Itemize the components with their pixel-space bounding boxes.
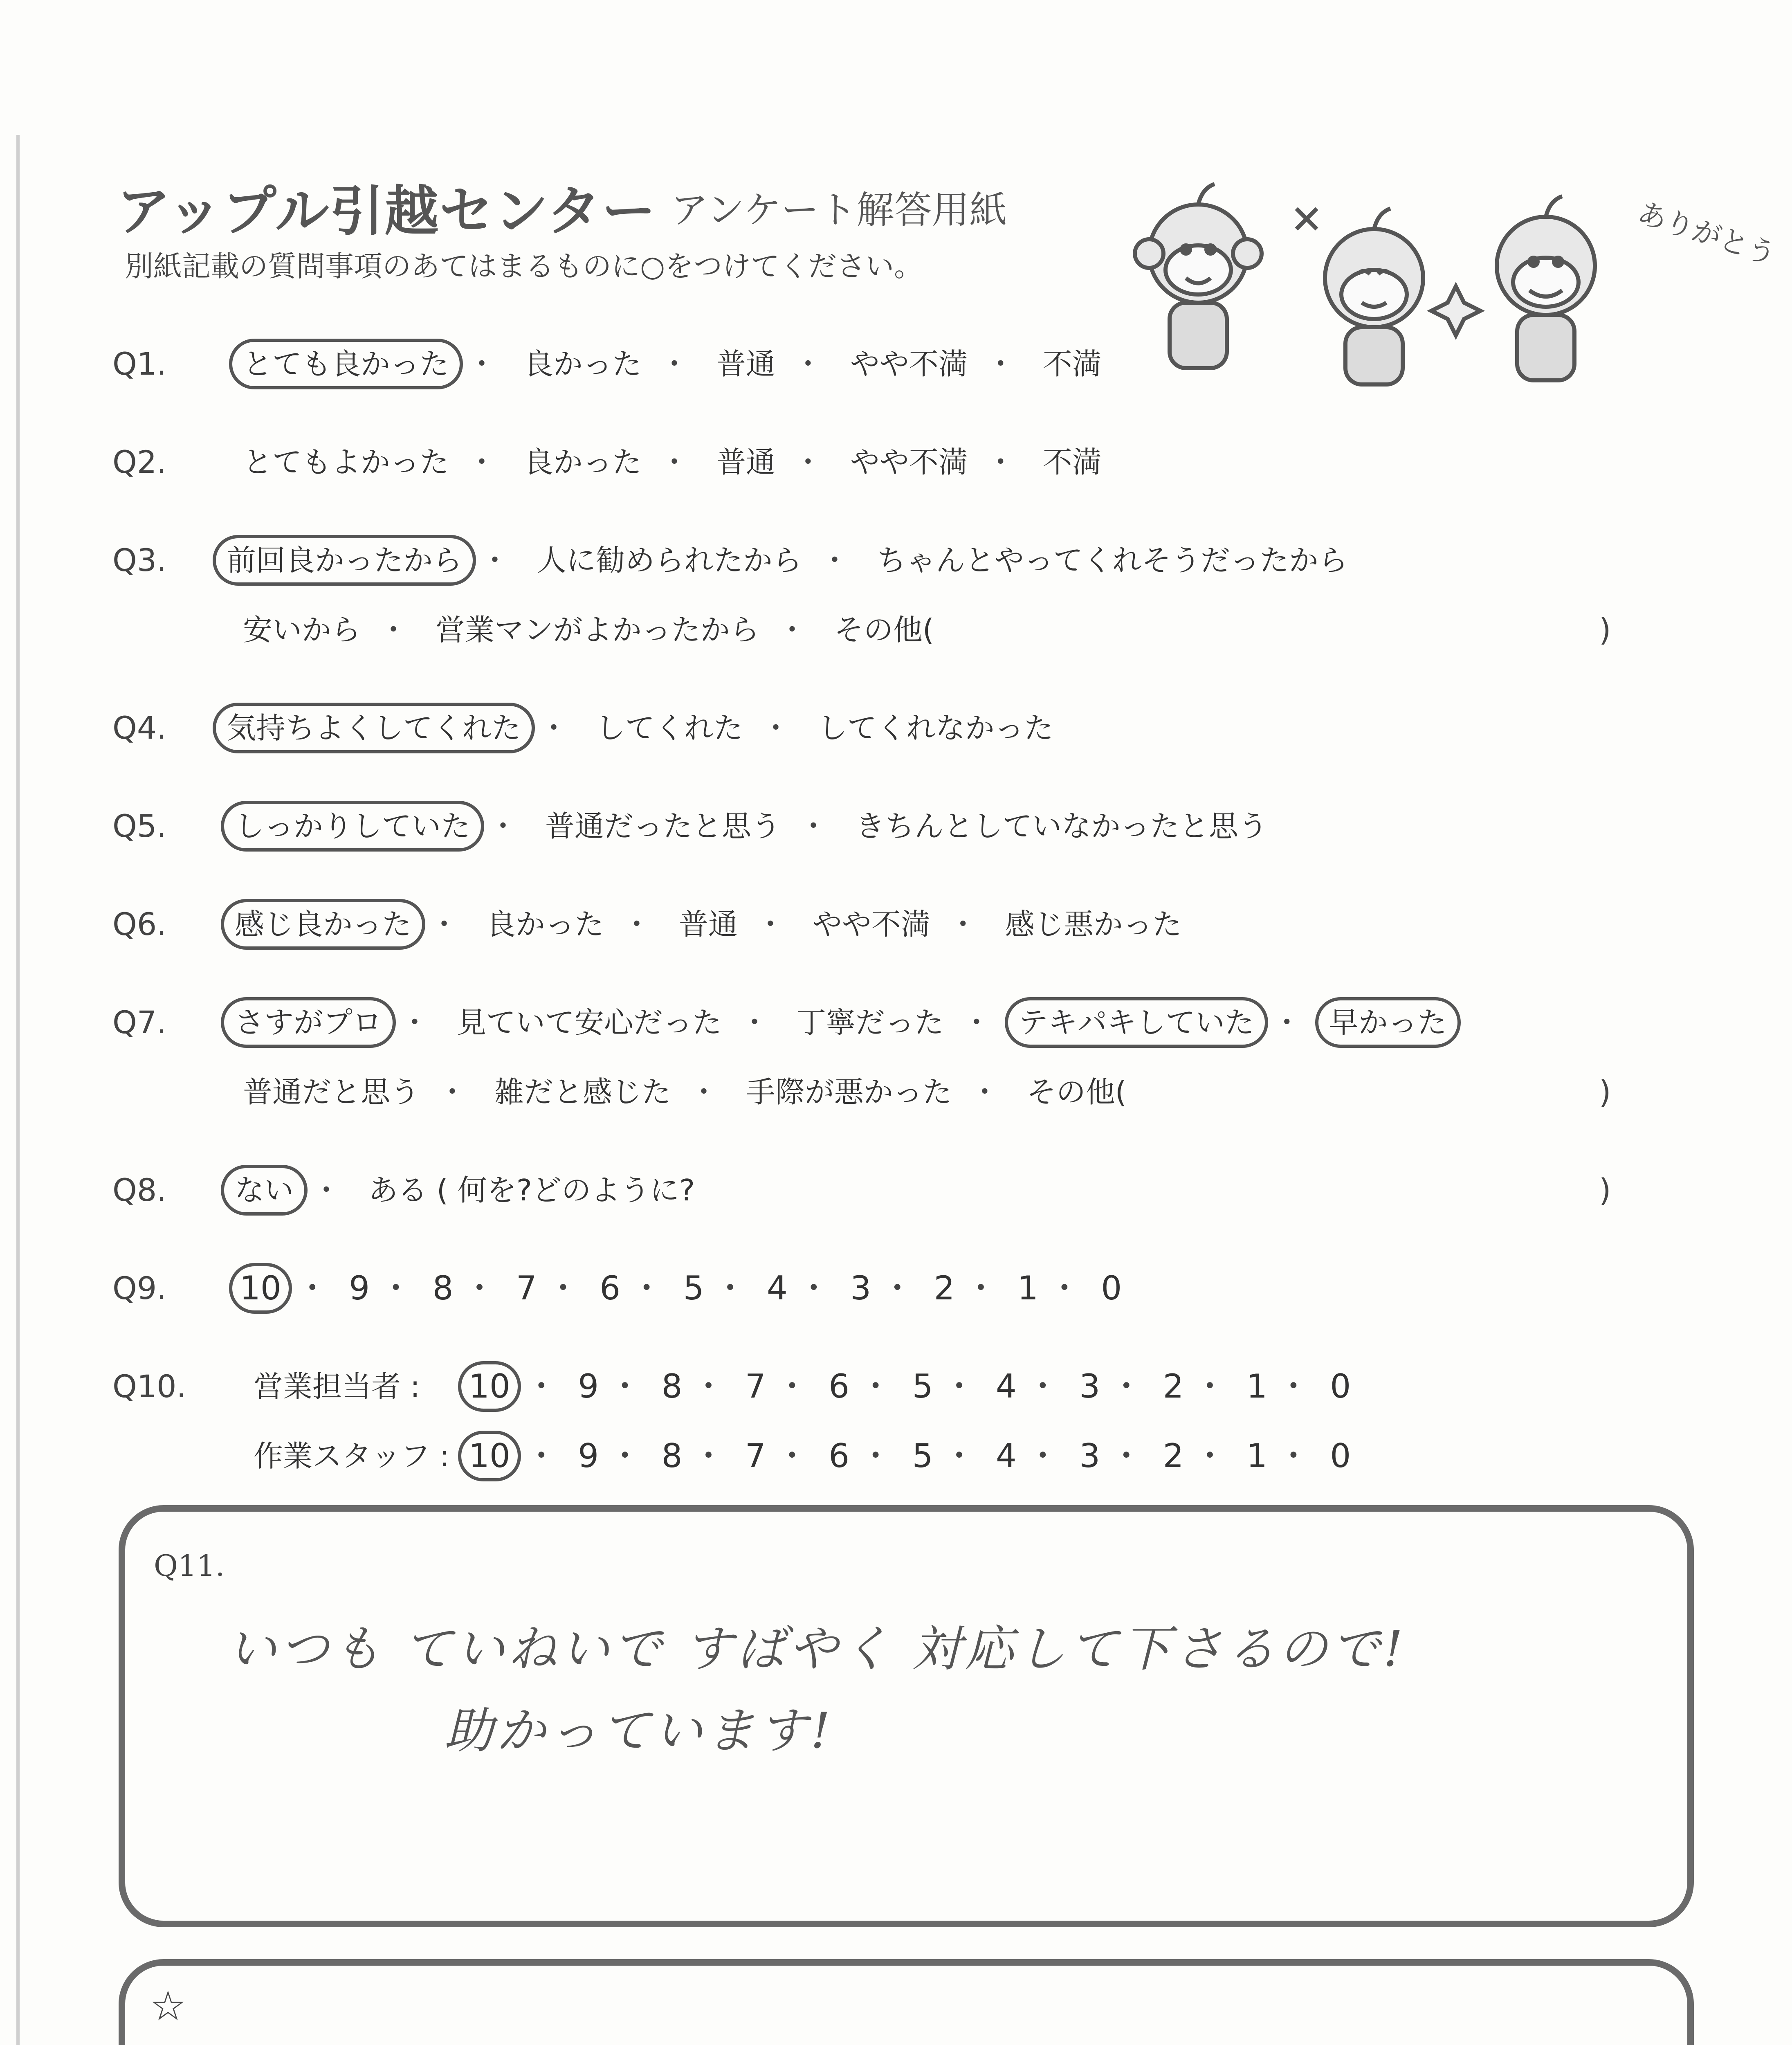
- question-7: [0, 1002, 1792, 1063]
- answer-options: 普通だと思う ・ 雑だと感じた ・ 手際が悪かった ・ その他(: [229, 1072, 1141, 1112]
- score-circled[interactable]: 10: [458, 1436, 521, 1476]
- score[interactable]: 7: [745, 1367, 766, 1405]
- company-title: アップル引越センター: [117, 180, 657, 243]
- score[interactable]: 5: [912, 1437, 933, 1475]
- sales-staff-label: 営業担当者 :: [254, 1369, 420, 1404]
- option-circled[interactable]: 前回良かったから: [213, 540, 476, 581]
- score[interactable]: 6: [600, 1269, 621, 1307]
- closing-paren: ): [1599, 1172, 1611, 1208]
- option[interactable]: 良かった: [523, 347, 642, 381]
- option[interactable]: 不満: [1042, 445, 1102, 479]
- score[interactable]: 2: [1163, 1367, 1184, 1405]
- score-options: 10 ・ 9 ・ 8 ・ 7 ・ 6 ・ 5 ・ 4 ・ 3 ・ 2 ・ 1 ・ 0: [458, 1436, 1356, 1476]
- question-6: [0, 904, 1792, 965]
- score-options: 10 ・ 9 ・ 8 ・ 7 ・ 6 ・ 5 ・ 4 ・ 3 ・ 2 ・ 1 ・ 0: [229, 1268, 1127, 1309]
- option[interactable]: とてもよかった: [243, 445, 449, 479]
- option-circled[interactable]: しっかりしていた: [221, 806, 484, 847]
- question-4: [0, 708, 1792, 769]
- star-icon: ☆: [150, 1982, 186, 2030]
- score[interactable]: 6: [829, 1437, 850, 1475]
- option[interactable]: 丁寧だった: [796, 1005, 944, 1040]
- option-circled[interactable]: 早かった: [1315, 1002, 1461, 1043]
- option[interactable]: 感じ悪かった: [1005, 907, 1182, 942]
- option[interactable]: 人に勧められたから: [537, 543, 802, 578]
- option[interactable]: 手際が悪かった: [746, 1075, 952, 1109]
- question-10-work: [0, 1436, 1792, 1497]
- score-circled[interactable]: 10: [229, 1268, 292, 1309]
- question-number: Q5.: [112, 808, 167, 844]
- option-circled[interactable]: ない: [221, 1170, 308, 1211]
- option[interactable]: ちゃんとやってくれそうだったから: [876, 543, 1348, 578]
- question-number: Q8.: [112, 1172, 167, 1208]
- question-7-line-2: [0, 1072, 1792, 1133]
- question-number: Q3.: [112, 542, 167, 578]
- option[interactable]: 普通: [716, 445, 775, 479]
- question-3: [0, 540, 1792, 601]
- extra-comment-box[interactable]: [119, 1959, 1694, 2045]
- question-2: [0, 442, 1792, 503]
- score[interactable]: 0: [1330, 1437, 1351, 1475]
- score[interactable]: 3: [850, 1269, 871, 1307]
- score[interactable]: 9: [349, 1269, 370, 1307]
- score[interactable]: 1: [1017, 1269, 1038, 1307]
- question-1: [0, 344, 1792, 405]
- option[interactable]: きちんとしていなかったと思う: [855, 809, 1268, 843]
- option[interactable]: 安いから: [243, 613, 361, 647]
- score[interactable]: 5: [683, 1269, 704, 1307]
- option[interactable]: やや不満: [850, 445, 968, 479]
- score[interactable]: 4: [995, 1367, 1017, 1405]
- score[interactable]: 8: [661, 1437, 683, 1475]
- option-other[interactable]: その他(: [834, 613, 934, 647]
- option[interactable]: 普通: [678, 907, 738, 942]
- score[interactable]: 2: [934, 1269, 955, 1307]
- question-9: [0, 1268, 1792, 1329]
- question-5: [0, 806, 1792, 867]
- extra-handwriting-line-1: [231, 2039, 1457, 2045]
- q11-label: Q11.: [154, 1548, 225, 1583]
- question-10-sales: [0, 1366, 1792, 1427]
- option-circled[interactable]: 気持ちよくしてくれた: [213, 708, 535, 748]
- instruction-text: 別紙記載の質問事項のあてはまるものに○をつけてください。: [125, 249, 923, 283]
- option[interactable]: やや不満: [812, 907, 930, 942]
- score[interactable]: 5: [912, 1367, 933, 1405]
- score[interactable]: 7: [745, 1437, 766, 1475]
- score[interactable]: 7: [516, 1269, 537, 1307]
- score[interactable]: 9: [578, 1437, 599, 1475]
- option[interactable]: 不満: [1042, 347, 1102, 381]
- q11-handwriting-line-1: いつも ていねいで すばやく 対応して下さるので!: [227, 1621, 1406, 1678]
- question-number: Q6.: [112, 906, 167, 942]
- closing-paren: ): [1599, 1074, 1611, 1110]
- score[interactable]: 4: [995, 1437, 1017, 1475]
- option[interactable]: してくれた: [595, 711, 743, 745]
- option[interactable]: ある ( 何を?どのように?: [368, 1173, 695, 1207]
- score-options: 10 ・ 9 ・ 8 ・ 7 ・ 6 ・ 5 ・ 4 ・ 3 ・ 2 ・ 1 ・ 0: [458, 1366, 1356, 1407]
- option[interactable]: 普通だと思う: [243, 1075, 420, 1109]
- option[interactable]: 見ていて安心だった: [456, 1005, 722, 1040]
- q11-comment-box[interactable]: [119, 1505, 1694, 1927]
- score[interactable]: 8: [661, 1367, 683, 1405]
- question-number: Q9.: [112, 1270, 167, 1306]
- work-staff-label: 作業スタッフ :: [254, 1439, 450, 1473]
- answer-options: とてもよかった ・ 良かった ・ 普通 ・ やや不満 ・ 不満: [229, 442, 1116, 483]
- answer-options: 気持ちよくしてくれた ・ してくれた ・ してくれなかった: [213, 708, 1067, 748]
- question-3-line-2: [0, 609, 1792, 671]
- question-number: Q10.: [112, 1368, 186, 1405]
- score-circled[interactable]: 10: [458, 1366, 521, 1407]
- answer-options: 前回良かったから ・ 人に勧められたから ・ ちゃんとやってくれそうだったから: [213, 540, 1362, 581]
- score[interactable]: 8: [432, 1269, 454, 1307]
- score[interactable]: 1: [1246, 1367, 1267, 1405]
- answer-options: 感じ良かった ・ 良かった ・ 普通 ・ やや不満 ・ 感じ悪かった: [221, 904, 1196, 945]
- score[interactable]: 4: [766, 1269, 788, 1307]
- score[interactable]: 6: [829, 1367, 850, 1405]
- question-8: [0, 1170, 1792, 1231]
- option[interactable]: 普通: [716, 347, 775, 381]
- score[interactable]: 3: [1079, 1367, 1100, 1405]
- answer-options: とても良かった ・ 良かった ・ 普通 ・ やや不満 ・ 不満: [229, 344, 1116, 384]
- closing-paren: ): [1599, 611, 1611, 648]
- option-circled[interactable]: さすがプロ: [221, 1002, 396, 1043]
- answer-options: さすがプロ ・ 見ていて安心だった ・ 丁寧だった ・ テキパキしていた ・ 早かった: [221, 1002, 1461, 1043]
- option-circled[interactable]: とても良かった: [229, 344, 463, 384]
- score[interactable]: 9: [578, 1367, 599, 1405]
- monkey-icon: [1135, 184, 1262, 368]
- question-number: Q4.: [112, 710, 167, 746]
- thanks-text: ありがとう: [1633, 196, 1780, 272]
- option[interactable]: 普通だったと思う: [545, 809, 781, 843]
- answer-options: 安いから ・ 営業マンがよかったから ・ その他(: [229, 609, 948, 650]
- form-subtitle: アンケート解答用紙: [671, 188, 1007, 232]
- option[interactable]: 良かった: [523, 445, 642, 479]
- option[interactable]: やや不満: [850, 347, 968, 381]
- score[interactable]: 0: [1330, 1367, 1351, 1405]
- score[interactable]: 0: [1101, 1269, 1122, 1307]
- score[interactable]: 2: [1163, 1437, 1184, 1475]
- option[interactable]: してくれなかった: [817, 711, 1053, 745]
- q11-handwriting-line-2: 助かっています!: [444, 1703, 834, 1760]
- option[interactable]: 雑だと感じた: [494, 1075, 671, 1109]
- option-other[interactable]: その他(: [1026, 1075, 1127, 1109]
- question-number: Q1.: [112, 346, 167, 382]
- question-number: Q7.: [112, 1004, 167, 1040]
- answer-options: しっかりしていた ・ 普通だったと思う ・ きちんとしていなかったと思う: [221, 806, 1282, 847]
- option-circled[interactable]: 感じ良かった: [221, 904, 425, 945]
- option[interactable]: 良かった: [486, 907, 604, 942]
- score[interactable]: 3: [1079, 1437, 1100, 1475]
- score[interactable]: 1: [1246, 1437, 1267, 1475]
- answer-options: ない ・ ある ( 何を?どのように?: [221, 1170, 709, 1211]
- option-circled[interactable]: テキパキしていた: [1005, 1002, 1268, 1043]
- option[interactable]: 営業マンがよかったから: [435, 613, 759, 647]
- question-number: Q2.: [112, 444, 167, 480]
